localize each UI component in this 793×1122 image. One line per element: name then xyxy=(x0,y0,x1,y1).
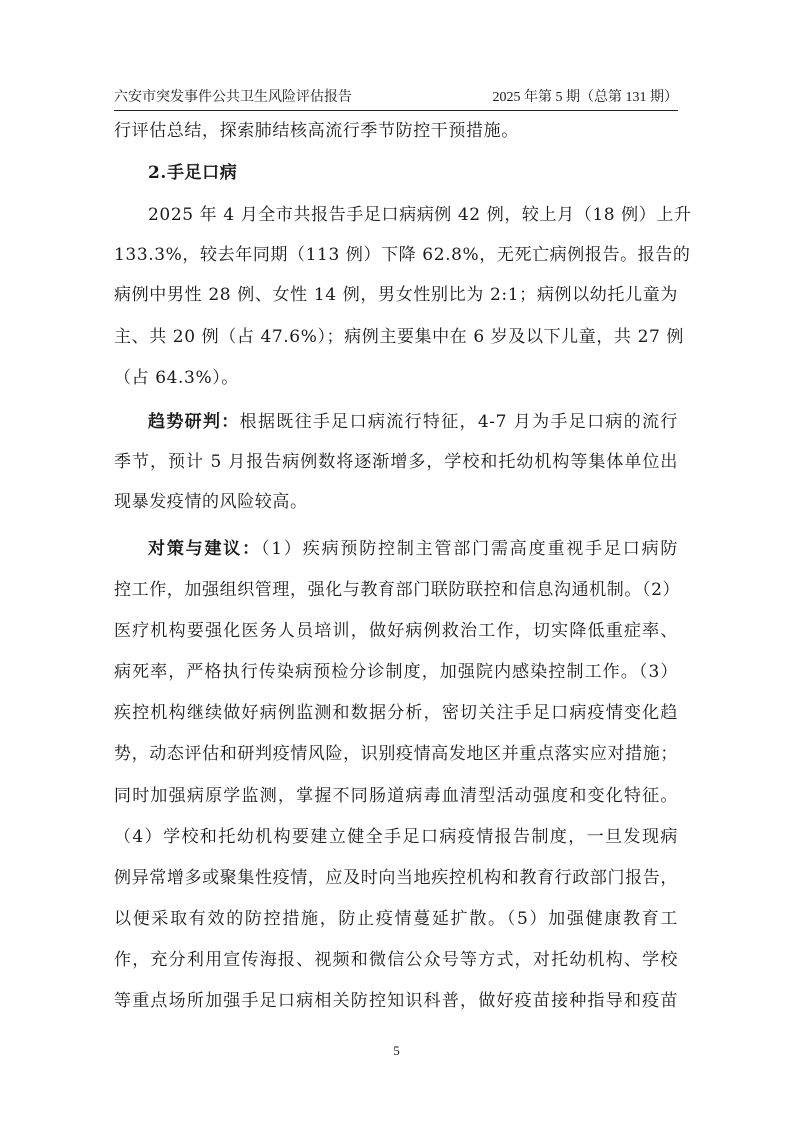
text-line: 作，充分利用宣传海报、视频和微信公众号等方式，对托幼机构、学校 xyxy=(114,950,678,970)
text-line: 根据既往手足口病流行特征，4-7 月为手足口病的流行 xyxy=(239,412,678,432)
advice-paragraph-start xyxy=(148,534,678,564)
text-line: （4）学校和托幼机构要建立健全手足口病疫情报告制度，一旦发现病 xyxy=(114,827,678,847)
page-header xyxy=(114,86,678,111)
text-line: 季节，预计 5 月报告病例数将逐渐增多，学校和托幼机构等集体单位出 xyxy=(114,452,678,472)
text-line: 2025 年 4 月全市共报告手足口病病例 42 例，较上月（18 例）上升 xyxy=(148,205,692,225)
text-line: 疾控机构继续做好病例监测和数据分析，密切关注手足口病疫情变化趋 xyxy=(114,703,678,723)
text-line: 例异常增多或聚集性疫情，应及时向当地疾控机构和教育行政部门报告， xyxy=(114,868,678,888)
advice-label: 对策与建议： xyxy=(148,539,261,559)
text-line: 控工作，加强组织管理，强化与教育部门联防联控和信息沟通机制。（2） xyxy=(114,580,681,600)
text-line: 医疗机构要强化医务人员培训，做好病例救治工作，切实降低重症率、 xyxy=(114,621,678,641)
page-number: 5 xyxy=(393,1043,400,1058)
text-line: 现暴发疫情的风险较高。 xyxy=(114,492,308,512)
report-title: 六安市突发事件公共卫生风险评估报告 xyxy=(114,90,352,105)
text-line: 病死率，严格执行传染病预检分诊制度，加强院内感染控制工作。（3） xyxy=(114,662,678,682)
trend-paragraph-start xyxy=(148,407,678,437)
section-heading: 2.手足口病 xyxy=(148,163,238,183)
text-line: 以便采取有效的防控措施，防止疫情蔓延扩散。（5）加强健康教育工 xyxy=(114,909,678,929)
text-line: 同时加强病原学监测，掌握不同肠道病毒血清型活动强度和变化特征。 xyxy=(114,786,678,806)
text-line: （1）疾病预防控制主管部门需高度重视手足口病防 xyxy=(260,539,678,559)
text-line: 主、共 20 例（占 47.6%）；病例主要集中在 6 岁及以下儿童，共 27 例 xyxy=(114,327,685,347)
text-line: 等重点场所加强手足口病相关防控知识科普，做好疫苗接种指导和疫苗 xyxy=(114,991,678,1011)
text-line: 133.3%，较去年同期（113 例）下降 62.8%，无死亡病例报告。报告的 xyxy=(114,245,691,265)
text-line: 行评估总结，探索肺结核高流行季节防控干预措施。 xyxy=(114,121,519,141)
text-line: （占 64.3%）。 xyxy=(114,368,239,388)
text-line: 势，动态评估和研判疫情风险，识别疫情高发地区并重点落实应对措施； xyxy=(114,744,678,764)
issue-number: 2025 年第 5 期（总第 131 期） xyxy=(492,90,678,105)
text-line: 病例中男性 28 例、女性 14 例，男女性别比为 2:1；病例以幼托儿童为 xyxy=(114,285,678,305)
trend-label: 趋势研判： xyxy=(148,412,240,432)
